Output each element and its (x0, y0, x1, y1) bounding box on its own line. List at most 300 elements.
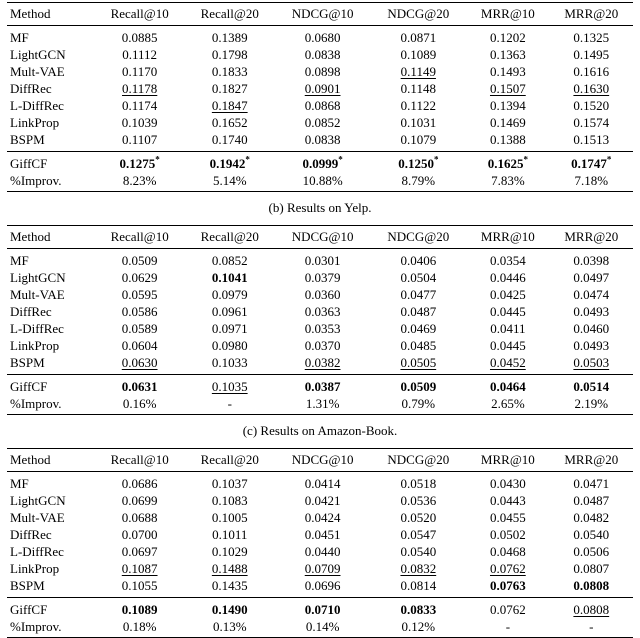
table-header (7, 449, 633, 472)
value-cell (370, 337, 466, 354)
value-cell (466, 286, 549, 303)
value-cell (185, 63, 275, 80)
value-cell (95, 26, 185, 47)
value-cell (275, 269, 371, 286)
significance-star: * (245, 154, 250, 165)
metric-value: 0.0493 (573, 304, 610, 319)
metric-value: 0.1325 (573, 30, 610, 45)
metric-value: 0.0493 (573, 338, 610, 353)
metric-value: 2.19% (574, 396, 609, 411)
column-header: MRR@10 (480, 452, 535, 467)
metric-value: 0.1107 (122, 132, 158, 147)
column-header: NDCG@10 (291, 452, 354, 467)
table-row (7, 114, 633, 131)
metric-value: 0.0852 (211, 253, 248, 268)
column-header: Recall@10 (110, 452, 169, 467)
metric-value: 0.0631 (121, 379, 158, 394)
metric-value: 0.13% (212, 619, 247, 634)
method-cell: MF (10, 253, 29, 268)
value-cell (185, 509, 275, 526)
table-row (7, 46, 633, 63)
metric-value: 8.79% (401, 173, 436, 188)
value-cell (185, 286, 275, 303)
metric-value: 0.0468 (489, 544, 526, 559)
metric-value: 0.18% (122, 619, 157, 634)
metric-value: - (589, 619, 594, 634)
value-cell (370, 395, 466, 415)
value-cell (275, 97, 371, 114)
value-cell (466, 269, 549, 286)
value-cell (95, 577, 185, 598)
method-cell: LinkProp (10, 338, 60, 353)
metric-value: 0.1035 (211, 379, 248, 394)
value-cell (95, 598, 185, 619)
method-cell: %Improv. (10, 396, 62, 411)
metric-value: 0.0586 (121, 304, 158, 319)
metric-value: 0.0901 (304, 81, 341, 96)
value-cell (185, 131, 275, 152)
value-cell (275, 63, 371, 80)
metric-value: 0.1394 (489, 98, 526, 113)
value-cell (370, 269, 466, 286)
value-cell (275, 303, 371, 320)
value-cell (185, 375, 275, 396)
metric-value: 7.18% (574, 173, 609, 188)
table-row (7, 543, 633, 560)
value-cell (466, 80, 549, 97)
value-cell (370, 80, 466, 97)
metric-value: 0.0497 (573, 270, 610, 285)
metric-value: 8.23% (122, 173, 157, 188)
value-cell (275, 26, 371, 47)
value-cell (370, 26, 466, 47)
metric-value: 0.0421 (304, 493, 341, 508)
metric-value: 2.65% (491, 396, 525, 411)
method-cell: L-DiffRec (10, 98, 64, 113)
metric-value: 0.1031 (400, 115, 437, 130)
significance-star: * (606, 154, 612, 165)
value-cell (275, 560, 371, 577)
metric-value: 0.1005 (211, 510, 248, 525)
value-cell (185, 320, 275, 337)
metric-value: 0.0763 (489, 578, 526, 593)
value-cell (275, 492, 371, 509)
value-cell (95, 395, 185, 415)
metric-value: 0.0455 (489, 510, 526, 525)
value-cell (466, 249, 549, 270)
method-cell: LightGCN (10, 493, 66, 508)
results-table-yelp (7, 225, 633, 415)
metric-value: 0.0697 (121, 544, 158, 559)
table-section-top (7, 2, 633, 192)
metric-value: 0.0898 (304, 64, 341, 79)
value-cell (550, 26, 633, 47)
table-row (7, 152, 633, 173)
metric-value: 0.0387 (304, 379, 341, 394)
metric-value: 0.0414 (304, 476, 341, 491)
metric-value: 0.1112 (122, 47, 158, 62)
metric-value: 0.0807 (573, 561, 610, 576)
value-cell (466, 303, 549, 320)
value-cell (550, 526, 633, 543)
value-cell (275, 598, 371, 619)
metric-value: 0.0979 (211, 287, 248, 302)
table-row (7, 97, 633, 114)
metric-value: 0.0474 (573, 287, 610, 302)
value-cell (370, 131, 466, 152)
metric-value: 0.0370 (304, 338, 341, 353)
value-cell (370, 492, 466, 509)
metric-value: 0.1041 (211, 270, 248, 285)
value-cell (95, 172, 185, 192)
significance-star: * (155, 154, 160, 165)
metric-value: 0.0999 (302, 156, 339, 171)
value-cell (550, 618, 633, 638)
metric-value: 0.1037 (211, 476, 248, 491)
value-cell (185, 354, 275, 375)
metric-value: 0.0446 (489, 270, 526, 285)
value-cell (370, 354, 466, 375)
table-row (7, 375, 633, 396)
value-cell (95, 543, 185, 560)
metric-value: 0.0540 (400, 544, 437, 559)
metric-value: 0.0482 (573, 510, 610, 525)
table-row (7, 172, 633, 192)
value-cell (185, 152, 275, 173)
value-cell (466, 526, 549, 543)
value-cell (370, 560, 466, 577)
table-row (7, 395, 633, 415)
metric-value: 0.0425 (489, 287, 526, 302)
value-cell (95, 354, 185, 375)
table-row (7, 354, 633, 375)
value-cell (466, 618, 549, 638)
metric-value: 0.1469 (489, 115, 526, 130)
value-cell (550, 472, 633, 493)
method-cell: MF (10, 30, 29, 45)
metric-value: 0.1740 (211, 132, 248, 147)
table-row (7, 80, 633, 97)
value-cell (370, 375, 466, 396)
method-cell: DiffRec (10, 527, 52, 542)
metric-value: 0.1942 (209, 156, 246, 171)
metric-value: 0.1275 (119, 156, 156, 171)
method-cell: DiffRec (10, 81, 52, 96)
table-row (7, 472, 633, 493)
method-cell: GiffCF (10, 379, 48, 394)
value-cell (275, 172, 371, 192)
significance-star: * (338, 154, 343, 165)
table-row (7, 286, 633, 303)
metric-value: 0.0710 (304, 602, 341, 617)
value-cell (466, 26, 549, 47)
value-cell (466, 172, 549, 192)
value-cell (275, 114, 371, 131)
value-cell (95, 63, 185, 80)
metric-value: 0.1202 (489, 30, 526, 45)
value-cell (370, 526, 466, 543)
metric-value: 0.0424 (304, 510, 341, 525)
method-cell: GiffCF (10, 156, 48, 171)
metric-value: 0.0445 (489, 304, 526, 319)
value-cell (550, 80, 633, 97)
value-cell (550, 337, 633, 354)
metric-value: 0.12% (401, 619, 436, 634)
table-row (7, 337, 633, 354)
value-cell (550, 131, 633, 152)
value-cell (550, 97, 633, 114)
value-cell (550, 114, 633, 131)
value-cell (466, 598, 549, 619)
metric-value: 10.88% (302, 173, 343, 188)
table-section-yelp (7, 225, 633, 415)
metric-value: 0.0980 (211, 338, 248, 353)
value-cell (185, 337, 275, 354)
metric-value: 0.0680 (304, 30, 341, 45)
metric-value: 0.0398 (573, 253, 610, 268)
value-cell (550, 598, 633, 619)
value-cell (95, 509, 185, 526)
metric-value: 0.1747 (571, 156, 607, 171)
metric-value: 0.0514 (573, 379, 610, 394)
results-table-top (7, 2, 633, 192)
metric-value: 0.0832 (400, 561, 437, 576)
column-header: Method (10, 229, 51, 244)
table-row (7, 492, 633, 509)
metric-value: 0.1798 (211, 47, 248, 62)
metric-value: 0.1079 (400, 132, 437, 147)
value-cell (275, 577, 371, 598)
value-cell (185, 526, 275, 543)
value-cell (370, 618, 466, 638)
value-cell (370, 97, 466, 114)
method-cell: %Improv. (10, 173, 62, 188)
method-cell: L-DiffRec (10, 544, 64, 559)
value-cell (95, 249, 185, 270)
method-cell: BSPM (10, 355, 45, 370)
metric-value: 0.0487 (400, 304, 437, 319)
value-cell (550, 560, 633, 577)
value-cell (95, 152, 185, 173)
metric-value: 0.1033 (211, 355, 248, 370)
metric-value: 5.14% (212, 173, 247, 188)
metric-value: 0.1493 (489, 64, 526, 79)
value-cell (550, 269, 633, 286)
metric-value: 0.0487 (573, 493, 610, 508)
column-header: MRR@20 (564, 6, 619, 21)
value-cell (370, 172, 466, 192)
metric-value: 0.0503 (573, 355, 610, 370)
metric-value: 0.0699 (121, 493, 158, 508)
value-cell (275, 618, 371, 638)
method-cell: LinkProp (10, 115, 60, 130)
metric-value: 0.1039 (121, 115, 158, 130)
value-cell (370, 320, 466, 337)
metric-value: 0.0547 (400, 527, 437, 542)
metric-value: 0.1833 (211, 64, 248, 79)
header-row (7, 449, 633, 472)
value-cell (550, 320, 633, 337)
method-cell: Mult-VAE (10, 64, 65, 79)
metric-value: 0.14% (305, 619, 340, 634)
value-cell (370, 543, 466, 560)
table-row (7, 598, 633, 619)
metric-value: 0.1170 (122, 64, 158, 79)
column-header: Method (10, 452, 51, 467)
value-cell (95, 97, 185, 114)
value-cell (95, 269, 185, 286)
value-cell (550, 509, 633, 526)
metric-value: 0.0406 (400, 253, 437, 268)
metric-value: 0.0379 (304, 270, 341, 285)
metric-value: 0.0477 (400, 287, 437, 302)
value-cell (275, 526, 371, 543)
metric-value: 0.1630 (573, 81, 610, 96)
value-cell (275, 509, 371, 526)
column-header: MRR@10 (480, 6, 535, 21)
value-cell (275, 286, 371, 303)
metric-value: 0.0443 (489, 493, 526, 508)
metric-value: 0.0469 (400, 321, 437, 336)
metric-value: 0.1389 (211, 30, 248, 45)
metric-value: 0.1625 (487, 156, 524, 171)
metric-value: 0.16% (122, 396, 157, 411)
value-cell (466, 114, 549, 131)
value-cell (275, 152, 371, 173)
metric-value: 0.0762 (489, 561, 526, 576)
value-cell (550, 543, 633, 560)
metric-value: - (227, 396, 232, 411)
column-header: Recall@10 (110, 6, 169, 21)
table-caption-amazon-book: (c) Results on Amazon-Book. (242, 423, 398, 438)
metric-value: 0.1513 (573, 132, 610, 147)
table-row (7, 303, 633, 320)
metric-value: 0.0363 (304, 304, 341, 319)
significance-star: * (523, 154, 528, 165)
value-cell (185, 172, 275, 192)
value-cell (370, 63, 466, 80)
significance-star: * (433, 154, 439, 165)
value-cell (95, 375, 185, 396)
metric-value: 0.0589 (121, 321, 158, 336)
metric-value: 0.0833 (400, 602, 437, 617)
value-cell (95, 131, 185, 152)
table-row (7, 618, 633, 638)
value-cell (185, 577, 275, 598)
metric-value: 0.0451 (304, 527, 341, 542)
metric-value: 1.31% (305, 396, 340, 411)
metric-value: 0.0630 (121, 355, 158, 370)
value-cell (466, 337, 549, 354)
value-cell (466, 46, 549, 63)
metric-value: 0.0808 (573, 578, 610, 593)
value-cell (185, 97, 275, 114)
value-cell (95, 526, 185, 543)
value-cell (95, 337, 185, 354)
value-cell (95, 114, 185, 131)
value-cell (550, 395, 633, 415)
metric-value: 0.1490 (211, 602, 248, 617)
value-cell (185, 303, 275, 320)
metric-value: 0.1435 (211, 578, 248, 593)
table-row (7, 526, 633, 543)
metric-value: 0.0520 (400, 510, 437, 525)
value-cell (95, 492, 185, 509)
value-cell (185, 560, 275, 577)
table-caption-yelp: (b) Results on Yelp. (268, 200, 372, 215)
value-cell (185, 618, 275, 638)
value-cell (550, 46, 633, 63)
value-cell (466, 395, 549, 415)
column-header: MRR@20 (564, 229, 619, 244)
value-cell (275, 543, 371, 560)
table-row (7, 131, 633, 152)
metric-value: 0.0354 (489, 253, 526, 268)
method-cell: GiffCF (10, 602, 48, 617)
metric-value: 0.0536 (400, 493, 437, 508)
metric-value: 0.1574 (573, 115, 610, 130)
value-cell (550, 249, 633, 270)
method-cell: LightGCN (10, 270, 66, 285)
metric-value: 0.1652 (211, 115, 248, 130)
metric-value: 0.0971 (211, 321, 248, 336)
metric-value: 0.0629 (121, 270, 158, 285)
metric-value: 0.0353 (304, 321, 341, 336)
metric-value: 0.1083 (211, 493, 248, 508)
metric-value: 0.1055 (121, 578, 158, 593)
value-cell (275, 46, 371, 63)
metric-value: 0.1178 (122, 81, 158, 96)
column-header: Recall@10 (110, 229, 169, 244)
table-row (7, 560, 633, 577)
metric-value: 0.0502 (489, 527, 526, 542)
column-header: NDCG@20 (387, 452, 450, 467)
column-header: NDCG@10 (291, 229, 354, 244)
header-row (7, 3, 633, 26)
metric-value: 0.1011 (212, 527, 248, 542)
metric-value: 0.0509 (121, 253, 158, 268)
value-cell (370, 152, 466, 173)
header-row (7, 226, 633, 249)
value-cell (550, 492, 633, 509)
metric-value: 0.1122 (400, 98, 436, 113)
table-row (7, 63, 633, 80)
value-cell (370, 46, 466, 63)
metric-value: 0.0885 (121, 30, 158, 45)
value-cell (370, 303, 466, 320)
metric-value: 0.0445 (489, 338, 526, 353)
metric-value: 0.1616 (573, 64, 610, 79)
metric-value: 0.0871 (400, 30, 437, 45)
metric-value: 0.0604 (121, 338, 158, 353)
value-cell (466, 472, 549, 493)
value-cell (95, 46, 185, 63)
metric-value: 0.1087 (121, 561, 158, 576)
value-cell (466, 560, 549, 577)
proposed-method-rows (7, 598, 633, 638)
value-cell (95, 286, 185, 303)
value-cell (275, 395, 371, 415)
value-cell (275, 337, 371, 354)
metric-value: 0.0460 (573, 321, 610, 336)
metric-value: 0.0505 (400, 355, 437, 370)
metric-value: 0.0509 (400, 379, 437, 394)
method-cell: MF (10, 476, 29, 491)
proposed-method-rows (7, 375, 633, 415)
value-cell (550, 63, 633, 80)
value-cell (370, 249, 466, 270)
value-cell (550, 577, 633, 598)
